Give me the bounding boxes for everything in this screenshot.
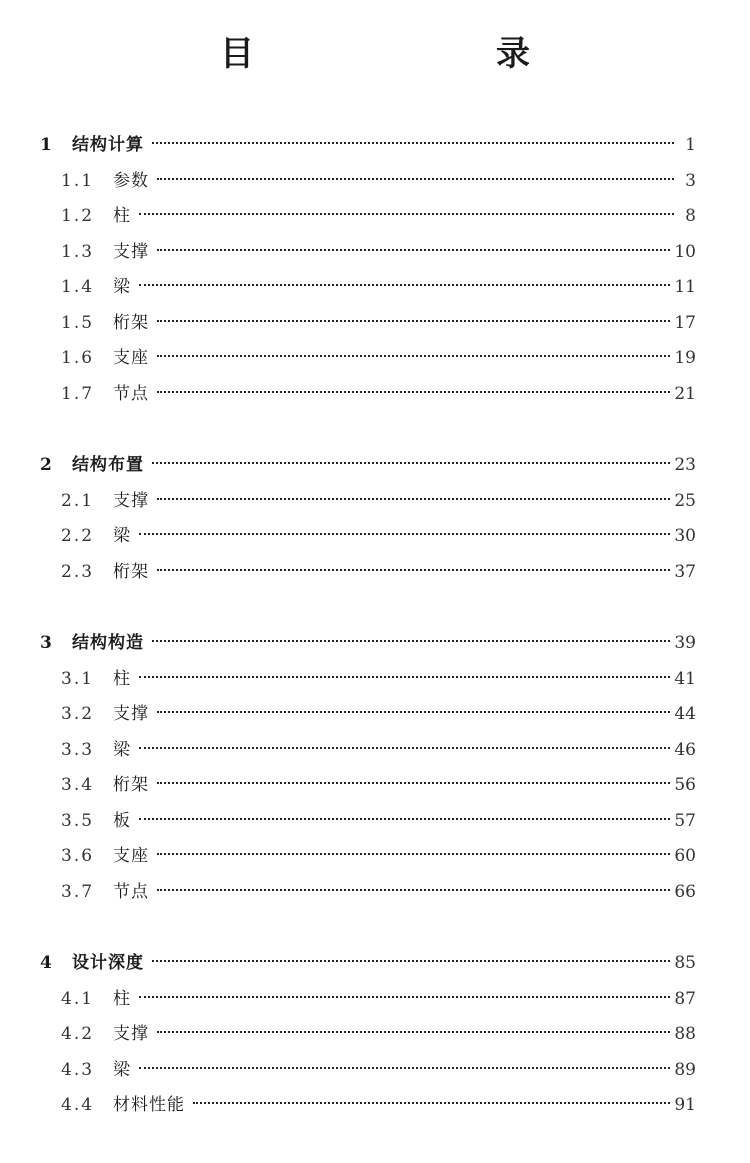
dot-leader [157,498,670,500]
chapter-title: 设计深度 [72,953,144,973]
section-title: 支撑 [113,704,149,724]
toc-section-entry[interactable] [40,1088,696,1124]
section-title: 支撑 [113,490,149,511]
toc-section-entry[interactable] [40,733,696,769]
dot-leader [139,747,670,749]
chapter-2 [40,448,696,590]
dot-leader [152,960,670,962]
toc-section-entry[interactable] [40,555,696,591]
section-number: 1.1 [61,170,95,191]
toc-chapter-entry[interactable] [40,946,696,982]
page-number: 8 [685,206,696,226]
toc-section-entry[interactable] [40,875,696,911]
dot-leader [157,178,674,180]
toc-chapter-entry[interactable] [40,626,696,662]
dot-leader [139,1067,670,1069]
section-title: 材料性能 [113,1095,185,1115]
dot-leader [152,462,670,464]
page-number: 3 [685,170,696,191]
page-number: 25 [674,490,696,511]
section-number: 3.3 [61,739,95,760]
toc-section-entry[interactable] [40,164,696,200]
dot-leader [139,284,670,286]
toc-section-entry[interactable] [40,235,696,271]
toc-section-entry[interactable] [40,1053,696,1089]
section-title: 柱 [113,988,131,1009]
toc-section-entry[interactable] [40,768,696,804]
dot-leader [157,889,670,891]
dot-leader [139,996,670,998]
section-number: 3.2 [61,704,95,724]
page-number: 37 [674,561,696,582]
dot-leader [139,676,670,678]
section-number: 1.4 [61,277,95,297]
toc-chapter-entry[interactable] [40,128,696,164]
section-title: 支撑 [113,241,149,262]
toc-section-entry[interactable] [40,1017,696,1053]
section-title: 支撑 [113,1024,149,1044]
section-title: 支座 [113,348,149,368]
toc-section-entry[interactable] [40,341,696,377]
dot-leader [157,1031,670,1033]
chapter-number: 2 [40,455,52,475]
section-title: 桁架 [113,561,149,582]
chapter-number: 4 [40,953,52,973]
page-number: 91 [674,1095,696,1115]
section-number: 4.1 [61,988,95,1009]
section-number: 4.4 [61,1095,95,1115]
dot-leader [157,355,670,357]
section-title: 梁 [113,277,131,297]
page-number: 19 [674,348,696,368]
toc-section-entry[interactable] [40,804,696,840]
section-title: 梁 [113,739,131,760]
dot-leader [157,569,670,571]
chapter-number: 3 [40,633,52,653]
section-number: 1.7 [61,383,95,404]
chapter-3 [40,626,696,910]
page-number: 88 [674,1024,696,1044]
section-title: 桁架 [113,775,149,795]
dot-leader [157,391,670,393]
page-number: 66 [674,881,696,902]
page-number: 89 [674,1059,696,1080]
page-number: 56 [674,775,696,795]
page-number: 10 [674,241,696,262]
page-number: 44 [674,704,696,724]
section-number: 2.3 [61,561,95,582]
dot-leader [152,142,674,144]
dot-leader [157,853,670,855]
section-title: 参数 [113,170,149,191]
section-number: 2.2 [61,526,95,546]
section-number: 1.5 [61,312,95,333]
chapter-number: 1 [40,135,52,155]
chapter-title: 结构计算 [72,135,144,155]
page-number: 17 [674,312,696,333]
section-title: 节点 [113,881,149,902]
toc-chapter-entry[interactable] [40,448,696,484]
toc-section-entry[interactable] [40,519,696,555]
page-number: 11 [674,277,696,297]
chapter-title: 结构布置 [72,455,144,475]
dot-leader [139,213,674,215]
section-number: 4.3 [61,1059,95,1080]
dot-leader [157,782,670,784]
dot-leader [157,320,670,322]
page-title: 目 录 [220,34,588,74]
page-number: 85 [674,953,696,973]
chapter-1 [40,128,696,412]
toc-section-entry[interactable] [40,306,696,342]
page-number: 30 [674,526,696,546]
chapter-4 [40,946,696,1124]
section-number: 3.4 [61,775,95,795]
table-of-contents [40,128,696,1160]
section-title: 柱 [113,668,131,689]
dot-leader [152,640,670,642]
toc-section-entry[interactable] [40,982,696,1018]
section-number: 3.6 [61,846,95,866]
section-number: 1.3 [61,241,95,262]
section-title: 梁 [113,526,131,546]
section-number: 3.5 [61,810,95,831]
section-number: 3.7 [61,881,95,902]
toc-section-entry[interactable] [40,199,696,235]
page-number: 21 [674,383,696,404]
dot-leader [139,818,670,820]
section-number: 3.1 [61,668,95,689]
section-title: 节点 [113,383,149,404]
page-number: 23 [674,455,696,475]
section-number: 2.1 [61,490,95,511]
toc-section-entry[interactable] [40,270,696,306]
dot-leader [157,249,670,251]
section-number: 4.2 [61,1024,95,1044]
section-title: 梁 [113,1059,131,1080]
section-title: 支座 [113,846,149,866]
chapter-title: 结构构造 [72,633,144,653]
toc-section-entry[interactable] [40,839,696,875]
toc-section-entry[interactable] [40,697,696,733]
page-number: 60 [674,846,696,866]
section-title: 柱 [113,206,131,226]
dot-leader [157,711,670,713]
page-number: 41 [674,668,696,689]
toc-section-entry[interactable] [40,484,696,520]
page-number: 46 [674,739,696,760]
page-number: 39 [674,633,696,653]
page-number: 87 [674,988,696,1009]
page-number: 1 [685,135,696,155]
section-title: 桁架 [113,312,149,333]
page-number: 57 [674,810,696,831]
section-number: 1.2 [61,206,95,226]
toc-section-entry[interactable] [40,662,696,698]
section-number: 1.6 [61,348,95,368]
toc-section-entry[interactable] [40,377,696,413]
dot-leader [193,1102,670,1104]
section-title: 板 [113,810,131,831]
dot-leader [139,533,670,535]
